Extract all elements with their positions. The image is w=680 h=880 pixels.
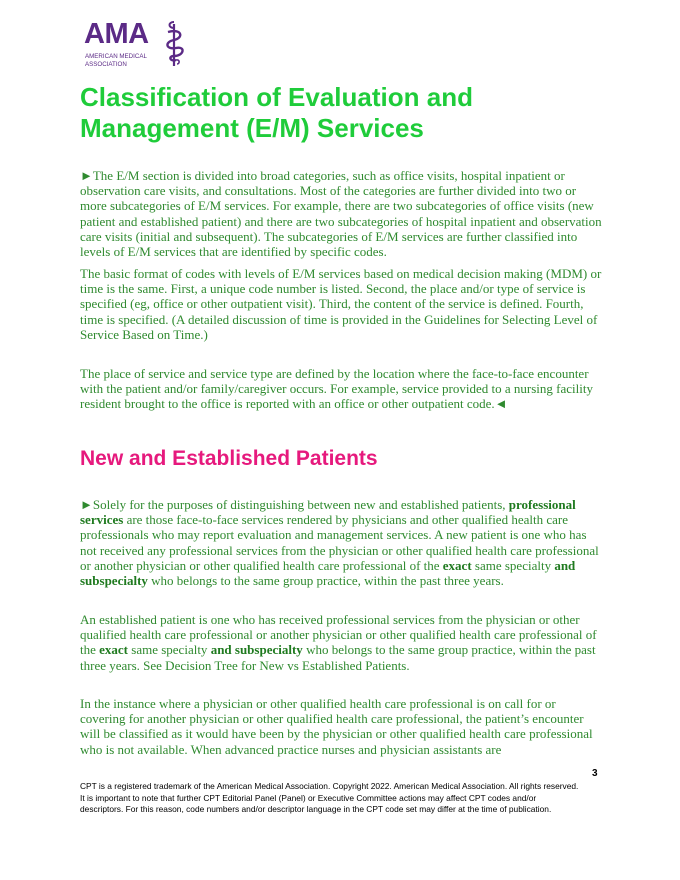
text-run: who belongs to the same group practice, within the past three years. See Decision Tree for New vs Established Patients. <box>80 642 596 673</box>
paragraph-code-format: The basic format of codes with levels of E/M services based on medical decision making (MDM) or time is the same. First, a unique code number is listed. Second, the place and/or type of service is specified (eg, office or other outpatient visit). Third, the content of the service is defined. Fourth, time is specified. (A detailed discussion of time is provided in the Guidelines for Selecting Level of Service Based on Time.) <box>80 266 602 342</box>
paragraph-new-patient <box>80 497 602 588</box>
text-run: ►Solely for the purposes of distinguishing between new and established patients, <box>80 497 509 512</box>
page-title: Classification of Evaluation and Management (E/M) Services <box>80 82 473 143</box>
staff-of-asclepius-icon <box>164 18 194 68</box>
text-run: are those face-to-face services rendered by physicians and other qualified health care professionals who may report evaluation and management services. A new patient is one who has not received any professional services from the physician or other qualified health care professional or another physician or other qualified health care professional of the <box>80 512 599 573</box>
logo-wordmark: AMA <box>84 18 149 50</box>
copyright-footer: CPT is a registered trademark of the American Medical Association. Copyright 2022. American Medical Association. All rights reserved. It is important to note that further CPT Editorial Panel (Panel) or Executive Committee actions may affect CPT codes and/or descriptors. For this reason, code numbers and/or descriptor language in the CPT code set may differ at the time of publication. <box>80 781 579 815</box>
paragraph-place-of-service: The place of service and service type are defined by the location where the face-to-face encounter with the patient and/or family/caregiver occurs. For example, service provided to a nursing facility resident brought to the office is reported with an office or other outpatient code.◄ <box>80 366 593 412</box>
bold-term: professional services <box>80 497 576 528</box>
text-run: An established patient is one who has received professional services from the physician or other qualified health care professional or another physician or other qualified health care professional of the <box>80 612 597 658</box>
text-run: who belongs to the same group practice, within the past three years. <box>147 573 504 589</box>
paragraph-on-call: In the instance where a physician or other qualified health care professional is on call for or covering for another physician or other qualified health care professional, the patient’s encounter will be classified as it would have been by the physician or other qualified health care professional who is not available. When advanced practice nurses and physician assistants are <box>80 696 593 757</box>
text-run: same specialty <box>471 557 555 573</box>
logo-subtitle-line2: ASSOCIATION <box>85 60 127 68</box>
bold-term: and subspecialty <box>80 557 576 589</box>
bold-term: exact <box>99 642 129 658</box>
bold-term: exact <box>442 557 472 573</box>
section-heading: New and Established Patients <box>80 447 378 470</box>
text-run: same specialty <box>128 642 211 658</box>
page-number: 3 <box>592 768 598 779</box>
paragraph-em-categories: ►The E/M section is divided into broad categories, such as office visits, hospital inpatient or observation care visits, and consultations. Most of the categories are further divided into two or more subcategories of E/M services. For example, there are two subcategories of office visits (new patient and established patient) and there are two subcategories of hospital inpatient and observation care visits (initial and subsequent). The subcategories of E/M services are further classified into levels of E/M services that are identified by specific codes. <box>80 168 602 260</box>
paragraph-established-patient <box>80 612 602 673</box>
ama-logo <box>84 18 204 70</box>
logo-subtitle-line1: AMERICAN MEDICAL <box>85 53 147 60</box>
logo-subtitle <box>85 53 165 68</box>
bold-term: and subspecialty <box>210 642 303 658</box>
